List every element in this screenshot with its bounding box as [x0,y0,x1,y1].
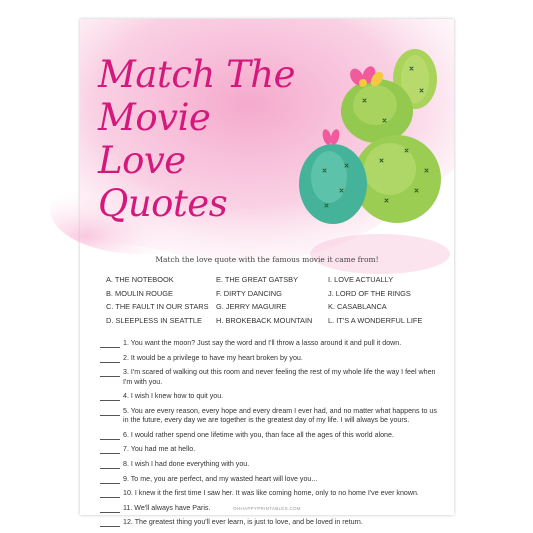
quote-item [100,445,440,454]
quote-text: 11. We'll always have Paris. [123,503,211,512]
movie-option: A. THE NOTEBOOK [106,275,174,284]
answer-blank[interactable] [100,475,120,484]
movie-option: I. LOVE ACTUALLY [328,275,394,284]
quote-item [100,460,440,469]
quote-item [100,407,440,426]
answer-blank[interactable] [100,445,120,454]
answer-blank[interactable] [100,339,120,348]
answer-blank[interactable] [100,518,120,527]
movie-option: F. DIRTY DANCING [216,288,282,298]
movie-list [106,275,446,325]
footer-url: OHHAPPYPRINTABLES.COM [233,506,301,511]
quote-item [100,475,440,484]
answer-blank[interactable] [100,489,120,498]
quote-item [100,431,440,440]
answer-blank[interactable] [100,368,120,377]
movie-option: L. IT'S A WONDERFUL LIFE [328,315,423,325]
title-line: Movie Love [98,96,211,182]
answer-blank[interactable] [100,431,120,440]
quote-item [100,368,440,387]
quote-item [100,339,440,348]
quote-text: 12. The greatest thing you'll ever learn, is just to love, and be loved in return. [123,518,363,527]
movie-option: H. BROKEBACK MOUNTAIN [216,315,313,325]
answer-blank[interactable] [100,460,120,469]
quote-text: 9. To me, you are perfect, and my wasted heart will love you... [123,474,318,483]
quote-item [100,489,440,498]
title-line: Match The [98,53,296,96]
quote-text: 1. You want the moon? Just say the word and I'll throw a lasso around it and pull it down. [123,339,402,347]
quote-text: 7. You had me at hello. [123,445,196,454]
movie-option: E. THE GREAT GATSBY [216,275,298,284]
quote-text: 3. I'm scared of walking out this room and never feeling the rest of my whole life the way I feel when I'm with you. [123,368,436,386]
movie-option: K. CASABLANCA [328,302,387,311]
quote-item [100,518,440,527]
answer-blank[interactable] [100,407,120,416]
quote-text: 5. You are every reason, every hope and every dream I ever had, and no matter what happens to us in the future, every day we are together is the greatest day of my life. I will always be yours. [123,406,437,425]
movie-option: D. SLEEPLESS IN SEATTLE [106,315,202,325]
quote-text: 4. I wish I knew how to quit you. [123,392,224,401]
quote-item [100,392,440,401]
quote-item [100,354,440,363]
answer-blank[interactable] [100,392,120,401]
answer-blank[interactable] [100,354,120,363]
instructions: Match the love quote with the famous movie it came from! [155,255,379,264]
movie-option: B. MOULIN ROUGE [106,288,173,298]
quote-text: 6. I would rather spend one lifetime with you, than face all the ages of this world alone. [123,430,394,439]
movie-option: J. LORD OF THE RINGS [328,288,411,298]
quote-text: 2. It would be a privilege to have my heart broken by you. [123,353,303,362]
printable-sheet [80,19,454,527]
cactus-illustration [285,39,460,229]
title-line: Quotes [98,182,228,225]
quote-list [100,339,440,533]
movie-option: G. JERRY MAGUIRE [216,302,287,311]
movie-option: C. THE FAULT IN OUR STARS [106,302,209,311]
quote-text: 8. I wish I had done everything with you. [123,459,250,468]
page-title [98,53,298,225]
quote-text: 10. I knew it the first time I saw her. It was like coming home, only to no home I've ever known. [123,489,419,498]
